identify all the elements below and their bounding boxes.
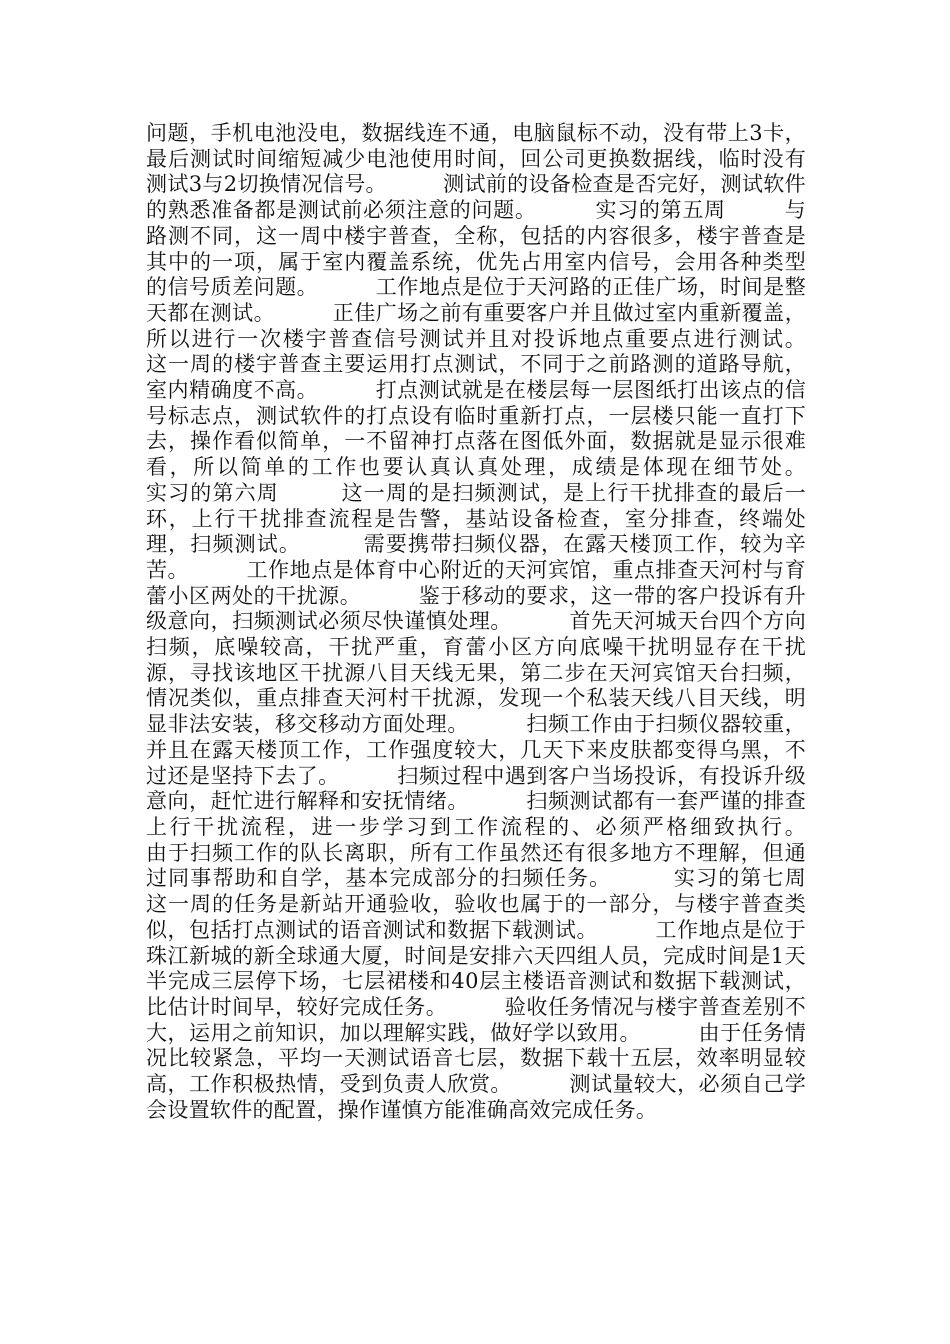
body-paragraph: 问题，手机电池没电，数据线连不通，电脑鼠标不动，没有带上3卡，最后测试时间缩短减少电池使用时间，回公司更换数据线，临时没有测试3与2切换情况信号。 测试前的设备检查是否完好，测试软件的熟悉准备都是测试前必须注意的问题。 实习的第五周 与路测不同，这一周中楼宇普查，全称，包括的内容很多，楼宇普查是其中的一项，属于室内覆盖系统，优先占用室内信号，会用各种类型的信号质差问题。 工作地点是位于天河路的正佳广场，时间是整天都在测试。 正佳广场之前有重要客户并且做过室内重新覆盖，所以进行一次楼宇普查信号测试并且对投诉地点重要点进行测试。 这一周的楼宇普查主要运用打点测试，不同于之前路测的道路导航，室内精确度不高。 打点测试就是在楼层每一层图纸打出该点的信号标志点，测试软件的打点设有临时重新打点，一层楼只能一直打下去，操作看似简单，一不留神打点落在图低外面，数据就是显示很难看，所以简单的工作也要认真认真处理，成绩是体现在细节处。 实习的第六周 这一周的是扫频测试，是上行干扰排查的最后一环，上行干扰排查流程是告警，基站设备检查，室分排查，终端处理，扫频测试。 需要携带扫频仪器，在露天楼顶工作，较为辛苦。 工作地点是体育中心附近的天河宾馆，重点排查天河村与育蕾小区两处的干扰源。 鉴于移动的要求，这一带的客户投诉有升级意向，扫频测试必须尽快谨慎处理。 首先天河城天台四个方向扫频，底噪较高，干扰严重，育蕾小区方向底噪干扰明显存在干扰源，寻找该地区干扰源八目天线无果，第二步在天河宾馆天台扫频，情况类似，重点排查天河村干扰源，发现一个私装天线八目天线，明显非法安装，移交移动方面处理。 扫频工作由于扫频仪器较重，并且在露天楼顶工作，工作强度较大，几天下来皮肤都变得乌黑，不过还是坚持下去了。 扫频过程中遇到客户当场投诉，有投诉升级意向，赶忙进行解释和安抚情绪。 扫频测试都有一套严谨的排查上行干扰流程，进一步学习到工作流程的、必须严格细致执行。 由于扫频工作的队长离职，所有工作虽然还有很多地方不理解，但通过同事帮助和自学，基本完成部分的扫频任务。 实习的第七周 这一周的任务是新站开通验收，验收也属于的一部分，与楼宇普查类似，包括打点测试的语音测试和数据下载测试。 工作地点是位于珠江新城的新全球通大厦，时间是安排六天四组人员，完成时间是1天半完成三层停下场，七层裙楼和40层主楼语音测试和数据下载测试，比估计时间早，较好完成任务。 验收任务情况与楼宇普查差别不大，运用之前知识，加以理解实践，做好学以致用。 由于任务情况比较紧急，平均一天测试语音七层，数据下载十五层，效率明显较高，工作积极热情，受到负责人欣赏。 测试量较大，必须自己学会设置软件的配置，操作谨慎方能准确高效完成任务。 bbox=[146, 121, 862, 1122]
